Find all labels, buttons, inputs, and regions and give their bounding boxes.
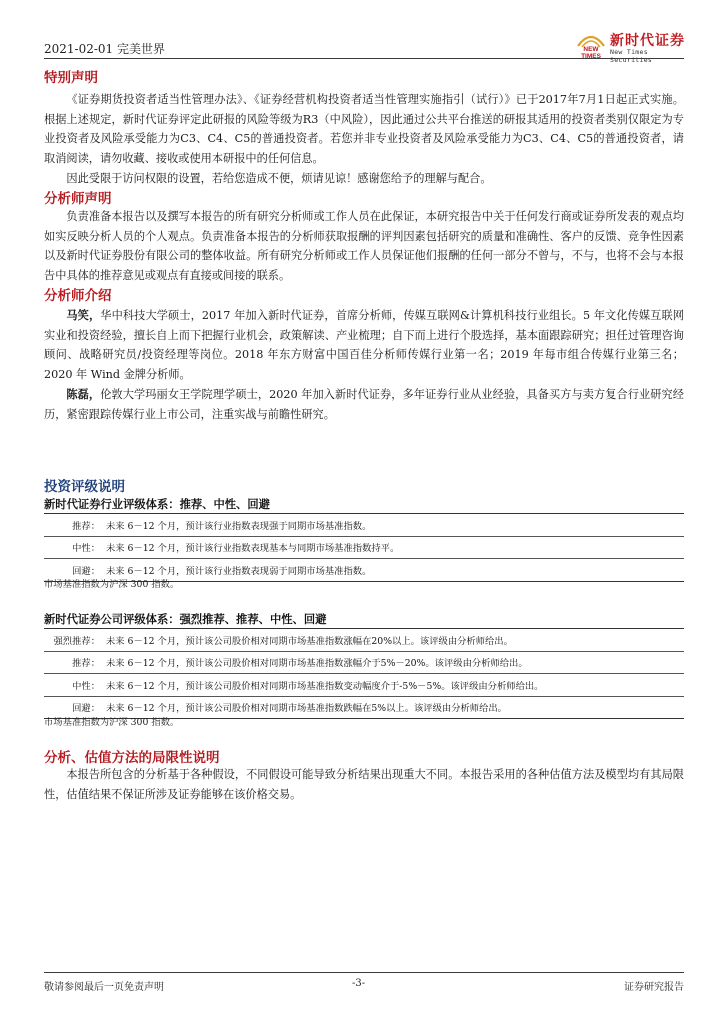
- header-date-title: 2021-02-01 完美世界: [44, 42, 166, 56]
- industry-benchmark-note: 市场基准指数为沪深 300 指数。: [44, 579, 180, 590]
- rating-description: 未来 6－12 个月，预计该公司股价相对同期市场基准指数涨幅在20%以上。该评级由分析师给出。: [106, 635, 513, 647]
- company-benchmark-note: 市场基准指数为沪深 300 指数。: [44, 717, 180, 728]
- svg-text:TIMES: TIMES: [581, 53, 601, 60]
- limitations-title: 分析、估值方法的局限性说明: [44, 750, 220, 766]
- special-statement-title: 特别声明: [44, 70, 98, 86]
- rating-label: 推荐：: [72, 520, 100, 532]
- rating-description: 未来 6－12 个月，预计该公司股价相对同期市场基准指数跌幅在5%以上。该评级由分析师给出。: [106, 703, 507, 715]
- table-row: [44, 652, 684, 675]
- footer-divider: [44, 972, 684, 973]
- analyst-intro-a2: [44, 385, 684, 424]
- table-row: [44, 537, 684, 560]
- rating-label: 中性：: [72, 543, 100, 555]
- analyst-1-name: 马笑，: [66, 308, 101, 322]
- limitations-body: [44, 765, 684, 804]
- rating-label: 推荐：: [72, 658, 100, 670]
- footer-report-type: 证券研究报告: [624, 982, 684, 993]
- analyst-intro-body: [44, 306, 684, 424]
- rating-description: 未来 6－12 个月，预计该公司股价相对同期市场基准指数变动幅度介于-5%－5%。该评级由分析师给出。: [106, 680, 544, 692]
- rating-description: 未来 6－12 个月，预计该公司股价相对同期市场基准指数涨幅介于5%－20%。该评级由分析师给出。: [106, 658, 528, 670]
- special-statement-body: [44, 90, 684, 189]
- rating-description: 未来 6－12 个月，预计该行业指数表现基本与同期市场基准指数持平。: [106, 543, 400, 555]
- limitations-p1: 本报告所包含的分析基于各种假设，不同假设可能导致分析结果出现重大不同。本报告采用的各种估值方法及模型均有其局限性，估值结果不保证所涉及证券能够在该价格交易。: [44, 768, 684, 801]
- footer-disclaimer-link: 敬请参阅最后一页免责声明: [44, 982, 164, 993]
- rating-description: 未来 6－12 个月，预计该行业指数表现弱于同期市场基准指数。: [106, 565, 372, 577]
- table-row: [44, 674, 684, 697]
- analyst-2-name: 陈磊，: [66, 386, 101, 401]
- industry-rating-system-title: 新时代证券行业评级体系：推荐、中性、回避: [44, 498, 270, 511]
- logo-emblem-icon: [574, 30, 608, 60]
- company-logo: [574, 30, 686, 64]
- rating-label: 回避：: [72, 703, 100, 715]
- investment-rating-title: 投资评级说明: [44, 479, 125, 495]
- rating-description: 未来 6－12 个月，预计该行业指数表现强于同期市场基准指数。: [106, 520, 372, 532]
- analyst-statement-title: 分析师声明: [44, 191, 112, 207]
- special-statement-p2: 因此受限于访问权限的设置，若给您造成不便，烦请见谅！感谢您给予的理解与配合。: [66, 171, 492, 185]
- analyst-intro-a1: [44, 306, 684, 385]
- analyst-2-bio: 伦敦大学玛丽女王学院理学硕士，2020 年加入新时代证券，多年证券行业从业经验，具备买方与卖方复合行业研究经历，紧密跟踪传媒行业上市公司，注重实战与前瞻性研究。: [44, 387, 684, 421]
- logo-subtitle: New Times Securities: [610, 48, 653, 64]
- company-rating-system-title: 新时代证券公司评级体系：强烈推荐、推荐、中性、回避: [44, 613, 327, 626]
- header-divider: [44, 58, 684, 59]
- svg-text:NEW: NEW: [583, 46, 599, 53]
- table-row: [44, 514, 684, 537]
- analyst-statement-p1: 负责准备本报告以及撰写本报告的所有研究分析师或工作人员在此保证，本研究报告中关于任何发行商或证券所发表的观点均如实反映分析人员的个人观点。负责准备本报告的分析师获取报酬的评判因素包括研究的质量和准确性、客户的反馈、竞争性因素以及新时代证券股份有限公司的整体收益。所有研究分析师或工作人员保证他们报酬的任何一部分不曾与，不与，也将不会与本报告中具体的推荐意见或观点有直接或间接的联系。: [44, 210, 684, 283]
- logo-name: 新时代证券: [610, 33, 685, 49]
- rating-label: 中性：: [72, 680, 100, 692]
- analyst-intro-title: 分析师介绍: [44, 288, 112, 304]
- special-statement-p1: 《证券期货投资者适当性管理办法》、《证券经营机构投资者适当性管理实施指引（试行）》已于2017年7月1日起正式实施。根据上述规定，新时代证券评定此研报的风险等级为R3（中风险），因此通过公共平台推送的研报其适用的投资者类别仅限定为专业投资者及风险承受能力为C3、C4、C5的普通投资者。若您并非专业投资者及风险承受能力为C3、C4、C5的普通投资者，请取消阅读，请勿收藏、接收或使用本研报中的任何信息。: [44, 93, 684, 166]
- rating-label: 强烈推荐：: [53, 635, 100, 647]
- analyst-1-bio: 华中科技大学硕士，2017 年加入新时代证券，首席分析师，传媒互联网&计算机科技行业组长。5 年文化传媒互联网实业和投资经验，擅长自上而下把握行业机会，政策解读、产业梳理；自下而上进行个股选择，基本面跟踪研究；担任过管理咨询顾问、战略研究员/投资经理等岗位。2018 年东方财富中国百佳分析师传媒行业第一名；2019 年每市组合传媒行业第三名；2020 年 Wind 金牌分析师。: [44, 309, 684, 382]
- page-number: -3-: [352, 978, 366, 989]
- rating-label: 回避：: [72, 565, 100, 577]
- industry-rating-table: [44, 513, 684, 582]
- company-rating-table: [44, 628, 684, 719]
- analyst-statement-body: [44, 207, 684, 286]
- table-row: [44, 629, 684, 652]
